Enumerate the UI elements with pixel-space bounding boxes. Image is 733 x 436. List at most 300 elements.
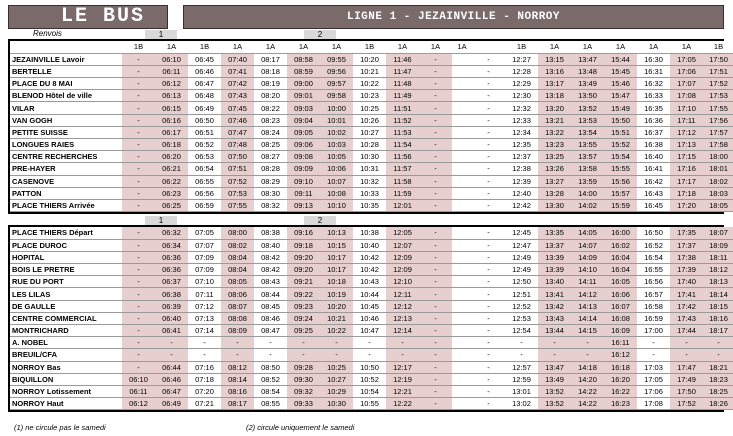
time-cell: 14:00 (571, 187, 604, 199)
time-cell: 13:54 (571, 126, 604, 138)
time-cell: 06:20 (155, 151, 188, 163)
time-cell: 14:10 (571, 264, 604, 276)
time-cell: 17:50 (670, 385, 703, 397)
stop-name: BOIS LE PRETRE (10, 264, 122, 276)
time-cell: 16:07 (604, 300, 637, 312)
time-cell: 18:26 (703, 398, 733, 410)
time-cell: - (538, 337, 571, 349)
time-cell: 17:10 (670, 102, 703, 114)
time-cell: 12:28 (505, 65, 538, 77)
time-cell: 16:33 (637, 90, 670, 102)
time-cell: 08:00 (221, 227, 254, 239)
time-cell: - (472, 199, 505, 211)
time-cell: 12:32 (505, 102, 538, 114)
time-cell: 17:08 (637, 398, 670, 410)
time-cell: - (122, 53, 155, 65)
mid-mark-1: 1 (145, 216, 177, 225)
time-cell: 10:50 (353, 361, 386, 373)
time-cell: - (472, 373, 505, 385)
time-cell: 18:14 (703, 288, 733, 300)
time-cell: 10:20 (353, 53, 386, 65)
time-cell: 16:00 (604, 227, 637, 239)
time-cell: 10:27 (320, 373, 353, 385)
time-cell: 13:21 (538, 114, 571, 126)
time-cell: 07:09 (188, 264, 221, 276)
time-cell: - (637, 337, 670, 349)
time-cell: - (419, 337, 452, 349)
time-cell: 07:40 (221, 53, 254, 65)
time-cell: 18:21 (703, 361, 733, 373)
stop-name: MONTRICHARD (10, 325, 122, 337)
time-cell: - (320, 349, 353, 361)
time-cell: - (637, 349, 670, 361)
time-cell: 06:48 (188, 90, 221, 102)
time-cell: 12:37 (505, 151, 538, 163)
time-cell: - (122, 227, 155, 239)
time-cell: 09:32 (287, 385, 320, 397)
time-cell: 10:30 (353, 151, 386, 163)
time-cell: 18:00 (703, 151, 733, 163)
time-cell: - (419, 90, 452, 102)
time-cell: 12:54 (505, 325, 538, 337)
time-cell: 06:11 (155, 65, 188, 77)
time-cell: 06:45 (188, 53, 221, 65)
time-cell: 14:05 (571, 227, 604, 239)
time-cell: 10:32 (353, 175, 386, 187)
time-cell: 10:35 (353, 199, 386, 211)
time-cell: 12:14 (386, 325, 419, 337)
time-cell: 08:42 (254, 251, 287, 263)
time-cell: - (472, 398, 505, 410)
time-cell: 06:46 (155, 373, 188, 385)
time-cell: - (122, 325, 155, 337)
time-cell: 16:04 (604, 251, 637, 263)
time-cell: 10:54 (353, 385, 386, 397)
time-cell: - (472, 227, 505, 239)
time-cell: - (122, 187, 155, 199)
time-cell: - (122, 102, 155, 114)
column-separator (452, 337, 472, 349)
time-cell: 10:17 (320, 264, 353, 276)
time-cell: 08:59 (287, 65, 320, 77)
time-cell: 08:18 (254, 65, 287, 77)
time-cell: 12:49 (505, 251, 538, 263)
table-row (10, 151, 733, 163)
time-cell: 11:48 (386, 78, 419, 90)
time-cell: 08:45 (254, 300, 287, 312)
time-cell: 10:27 (353, 126, 386, 138)
stop-name: PATTON (10, 187, 122, 199)
title-bar (8, 5, 724, 29)
time-cell: 16:57 (637, 288, 670, 300)
time-cell: 16:42 (637, 175, 670, 187)
time-cell: 06:23 (155, 187, 188, 199)
time-cell: 11:52 (386, 114, 419, 126)
table-row (10, 102, 733, 114)
time-cell: 06:21 (155, 163, 188, 175)
stop-name: NORROY Lotissement (10, 385, 122, 397)
time-cell: 06:44 (155, 361, 188, 373)
table-row (10, 139, 733, 151)
column-separator (452, 90, 472, 102)
time-cell: 09:00 (287, 78, 320, 90)
time-cell: 08:44 (254, 288, 287, 300)
time-cell: 16:43 (637, 187, 670, 199)
time-cell: 09:09 (287, 163, 320, 175)
time-cell: - (122, 288, 155, 300)
time-cell: 08:47 (254, 325, 287, 337)
time-cell: - (419, 139, 452, 151)
time-cell: 10:44 (353, 288, 386, 300)
column-separator (452, 288, 472, 300)
time-cell: 13:52 (538, 385, 571, 397)
time-cell: 08:20 (254, 90, 287, 102)
time-cell: 08:04 (221, 251, 254, 263)
time-cell: 10:21 (320, 312, 353, 324)
time-cell: 17:58 (703, 139, 733, 151)
time-cell: 09:22 (287, 288, 320, 300)
time-cell: 12:27 (505, 53, 538, 65)
column-separator (452, 385, 472, 397)
column-header-stop (10, 41, 122, 53)
time-cell: - (505, 337, 538, 349)
time-cell: 13:53 (571, 114, 604, 126)
time-cell: 08:16 (221, 385, 254, 397)
time-cell: 17:50 (703, 53, 733, 65)
time-cell: 16:59 (637, 312, 670, 324)
table-row (10, 90, 733, 102)
time-cell: - (122, 78, 155, 90)
time-cell: - (287, 349, 320, 361)
time-cell: 13:35 (538, 227, 571, 239)
time-cell: 17:13 (670, 139, 703, 151)
time-cell: - (419, 251, 452, 263)
time-cell: 12:50 (505, 276, 538, 288)
time-cell: 13:50 (571, 90, 604, 102)
time-cell: - (419, 361, 452, 373)
time-cell: 17:05 (670, 53, 703, 65)
time-cell: 08:08 (221, 312, 254, 324)
time-cell: 13:37 (538, 239, 571, 251)
table-row (10, 227, 733, 239)
time-cell: 09:06 (287, 139, 320, 151)
time-cell: 13:48 (571, 65, 604, 77)
time-cell: 14:07 (571, 239, 604, 251)
time-cell: 06:55 (188, 175, 221, 187)
time-cell: 15:55 (604, 163, 637, 175)
stop-name: HOPITAL (10, 251, 122, 263)
time-cell: - (254, 349, 287, 361)
time-cell: 11:57 (386, 163, 419, 175)
time-cell: 16:18 (604, 361, 637, 373)
time-cell: 12:40 (505, 187, 538, 199)
time-cell: - (122, 139, 155, 151)
time-cell: 16:41 (637, 163, 670, 175)
time-cell: - (472, 65, 505, 77)
column-header: 1A (538, 41, 571, 53)
time-cell: - (472, 90, 505, 102)
time-cell: - (571, 337, 604, 349)
time-cell: 10:46 (353, 312, 386, 324)
time-cell: - (221, 337, 254, 349)
column-header: 1A (320, 41, 353, 53)
time-cell: 07:51 (221, 163, 254, 175)
time-cell: - (122, 151, 155, 163)
time-cell: 10:21 (353, 65, 386, 77)
time-cell: 08:29 (254, 175, 287, 187)
time-cell: - (670, 337, 703, 349)
time-cell: 13:16 (538, 65, 571, 77)
time-cell: 12:53 (505, 312, 538, 324)
time-cell: - (472, 175, 505, 187)
time-cell: 08:17 (221, 398, 254, 410)
time-cell: 10:13 (320, 227, 353, 239)
time-cell: 16:54 (637, 251, 670, 263)
stop-name: CASENOVE (10, 175, 122, 187)
time-cell: 17:55 (703, 102, 733, 114)
schedule-top-table (10, 41, 733, 212)
time-cell: - (419, 276, 452, 288)
time-cell: 07:41 (221, 65, 254, 77)
time-cell: - (188, 337, 221, 349)
column-header: 1B (353, 41, 386, 53)
time-cell: - (472, 325, 505, 337)
column-separator (452, 373, 472, 385)
time-cell: 10:05 (320, 151, 353, 163)
time-cell: 09:55 (320, 53, 353, 65)
time-cell: - (472, 337, 505, 349)
column-separator (452, 251, 472, 263)
time-cell: - (472, 126, 505, 138)
column-header: 1A (452, 41, 472, 53)
time-cell: - (419, 175, 452, 187)
time-cell: 18:03 (703, 187, 733, 199)
time-cell: 16:31 (637, 65, 670, 77)
table-row (10, 325, 733, 337)
time-cell: 12:47 (505, 239, 538, 251)
time-cell: 06:15 (155, 102, 188, 114)
time-cell: - (419, 300, 452, 312)
stop-name: PLACE DU 8 MAI (10, 78, 122, 90)
column-separator (452, 114, 472, 126)
time-cell: 15:45 (604, 65, 637, 77)
time-cell: 14:11 (571, 276, 604, 288)
time-cell: 10:47 (353, 325, 386, 337)
time-cell: 10:00 (320, 102, 353, 114)
time-cell: 18:09 (703, 239, 733, 251)
time-cell: 17:47 (670, 361, 703, 373)
time-cell: - (472, 385, 505, 397)
time-cell: 07:20 (188, 385, 221, 397)
time-cell: 16:56 (637, 276, 670, 288)
time-cell: 18:01 (703, 163, 733, 175)
time-cell: 07:12 (188, 300, 221, 312)
time-cell: 12:45 (505, 227, 538, 239)
time-cell: 17:20 (670, 199, 703, 211)
time-cell: 08:46 (254, 312, 287, 324)
column-header: 1B (505, 41, 538, 53)
schedule-top (8, 39, 728, 214)
time-cell: 09:33 (287, 398, 320, 410)
time-cell: 10:42 (353, 251, 386, 263)
time-cell: 16:35 (637, 102, 670, 114)
stop-name: PLACE THIERS Arrivée (10, 199, 122, 211)
time-cell: 14:12 (571, 288, 604, 300)
time-cell: 08:58 (287, 53, 320, 65)
stop-name: CENTRE RECHERCHES (10, 151, 122, 163)
time-cell: 08:04 (221, 264, 254, 276)
time-cell: 11:56 (386, 151, 419, 163)
time-cell: 13:25 (538, 151, 571, 163)
time-cell: 17:40 (670, 276, 703, 288)
time-cell: 17:41 (670, 288, 703, 300)
time-cell: 12:34 (505, 126, 538, 138)
time-cell: 09:25 (287, 325, 320, 337)
stop-name: VILAR (10, 102, 122, 114)
renvoi-mark-1: 1 (145, 30, 177, 39)
time-cell: 09:04 (287, 114, 320, 126)
column-separator (452, 175, 472, 187)
time-cell: 07:16 (188, 361, 221, 373)
time-cell: 08:43 (254, 276, 287, 288)
time-cell: - (505, 349, 538, 361)
time-cell: 16:30 (637, 53, 670, 65)
time-cell: 17:12 (670, 126, 703, 138)
time-cell: - (538, 349, 571, 361)
time-cell: 10:10 (320, 199, 353, 211)
time-cell: 06:12 (155, 78, 188, 90)
column-separator (452, 139, 472, 151)
time-cell: 12:13 (386, 312, 419, 324)
time-cell: 06:12 (122, 398, 155, 410)
footnote-1: (1) ne circule pas le samedi (14, 423, 106, 432)
time-cell: - (419, 53, 452, 65)
time-cell: 14:14 (571, 312, 604, 324)
time-cell: 16:09 (604, 325, 637, 337)
time-cell: 07:42 (221, 78, 254, 90)
time-cell: 10:19 (320, 288, 353, 300)
time-cell: 09:28 (287, 361, 320, 373)
time-cell: 07:11 (188, 288, 221, 300)
time-cell: - (670, 349, 703, 361)
time-cell: - (472, 102, 505, 114)
column-header: 1A (670, 41, 703, 53)
time-cell: 13:52 (571, 102, 604, 114)
time-cell: 06:39 (155, 300, 188, 312)
time-cell: 16:20 (604, 373, 637, 385)
time-cell: 12:09 (386, 251, 419, 263)
time-cell: 10:55 (353, 398, 386, 410)
time-cell: 06:56 (188, 187, 221, 199)
mid-mark-2: 2 (304, 216, 336, 225)
time-cell: 10:26 (353, 114, 386, 126)
time-cell: 17:35 (670, 227, 703, 239)
time-cell: 10:15 (320, 239, 353, 251)
time-cell: 09:30 (287, 373, 320, 385)
time-cell: 13:28 (538, 187, 571, 199)
time-cell: 11:54 (386, 139, 419, 151)
stop-name: LES LILAS (10, 288, 122, 300)
time-cell: 12:22 (386, 398, 419, 410)
time-cell: 17:11 (670, 114, 703, 126)
time-cell: 07:13 (188, 312, 221, 324)
time-cell: - (419, 199, 452, 211)
time-cell: 07:43 (221, 90, 254, 102)
time-cell: 07:14 (188, 325, 221, 337)
time-cell: 13:17 (538, 78, 571, 90)
table-row (10, 337, 733, 349)
time-cell: 13:27 (538, 175, 571, 187)
time-cell: - (703, 349, 733, 361)
time-cell: - (419, 78, 452, 90)
time-cell: - (419, 373, 452, 385)
time-cell: - (419, 385, 452, 397)
column-separator (452, 227, 472, 239)
time-cell: 15:50 (604, 114, 637, 126)
time-cell: 12:12 (386, 300, 419, 312)
time-cell: 12:35 (505, 139, 538, 151)
time-cell: 08:19 (254, 78, 287, 90)
time-cell: 18:07 (703, 227, 733, 239)
time-cell: 12:51 (505, 288, 538, 300)
time-cell: 17:38 (670, 251, 703, 263)
time-cell: 17:51 (703, 65, 733, 77)
time-cell: - (155, 349, 188, 361)
time-cell: 18:16 (703, 312, 733, 324)
time-cell: 16:05 (604, 276, 637, 288)
time-cell: - (419, 312, 452, 324)
column-header: 1A (571, 41, 604, 53)
time-cell: 08:52 (254, 373, 287, 385)
time-cell: - (419, 151, 452, 163)
time-cell: 12:17 (386, 361, 419, 373)
time-cell: 15:57 (604, 187, 637, 199)
time-cell: - (472, 239, 505, 251)
time-cell: 06:50 (188, 114, 221, 126)
column-header: 1A (287, 41, 320, 53)
time-cell: 14:13 (571, 300, 604, 312)
time-cell: - (122, 264, 155, 276)
time-cell: 15:47 (604, 90, 637, 102)
stop-name: PLACE DUROC (10, 239, 122, 251)
table-row (10, 199, 733, 211)
time-cell: 06:59 (188, 199, 221, 211)
column-separator (452, 187, 472, 199)
time-cell: - (386, 349, 419, 361)
line-title: LIGNE 1 - JEZAINVILLE - NORROY (183, 5, 724, 29)
time-cell: - (122, 175, 155, 187)
time-cell: 10:06 (320, 163, 353, 175)
time-cell: 07:10 (188, 276, 221, 288)
time-cell: 17:49 (670, 373, 703, 385)
time-cell: 10:22 (320, 325, 353, 337)
table-row (10, 53, 733, 65)
time-cell: 12:30 (505, 90, 538, 102)
table-row (10, 300, 733, 312)
time-cell: - (419, 187, 452, 199)
time-cell: 16:58 (637, 300, 670, 312)
time-cell: 18:12 (703, 264, 733, 276)
time-cell: 15:49 (604, 102, 637, 114)
time-cell: 07:21 (188, 398, 221, 410)
time-cell: 07:18 (188, 373, 221, 385)
time-cell: 12:01 (386, 199, 419, 211)
time-cell: 09:16 (287, 227, 320, 239)
time-cell: 18:11 (703, 251, 733, 263)
time-cell: 10:25 (353, 102, 386, 114)
time-cell: 17:52 (670, 398, 703, 410)
time-cell: - (472, 264, 505, 276)
